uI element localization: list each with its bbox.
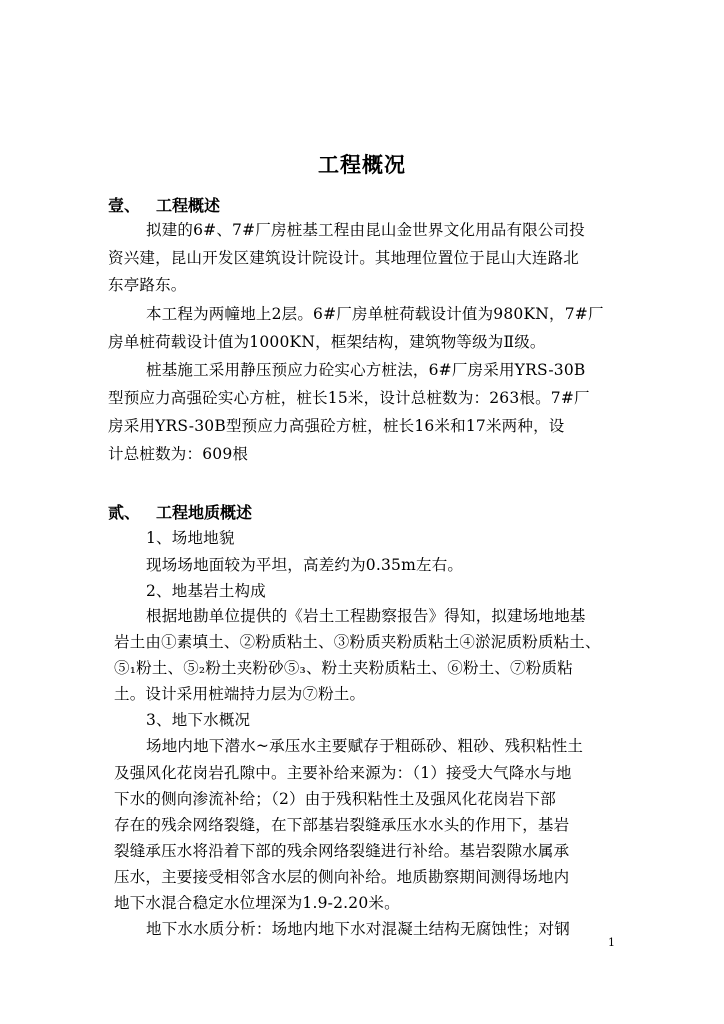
paragraph-line: 东亭路东。 bbox=[108, 276, 187, 294]
subheading-line: 1、场地地貌 bbox=[146, 529, 235, 547]
paragraph-line: 裂缝承压水将沿着下部的残余网络裂缝进行补给。基岩裂隙水属承 bbox=[114, 842, 570, 860]
paragraph-line: 桩基施工采用静压预应力砼实心方桩法，6#厂房采用YRS-30B bbox=[146, 361, 586, 379]
section-1-number: 壹、 bbox=[108, 196, 141, 215]
paragraph-line: 计总桩数为：609根 bbox=[108, 445, 249, 463]
section-1-title: 工程概述 bbox=[156, 196, 221, 215]
section-2-number: 贰、 bbox=[108, 503, 141, 522]
paragraph-line: 本工程为两幢地上2层。6#厂房单桩荷载设计值为980KN，7#厂 bbox=[146, 305, 604, 323]
section-2-heading bbox=[108, 500, 252, 523]
paragraph-line: 及强风化花岗岩孔隙中。主要补给来源为：（1）接受大气降水与地 bbox=[114, 764, 572, 782]
page-title: 工程概况 bbox=[318, 153, 406, 177]
paragraph-line: 根据地勘单位提供的《岩土工程勘察报告》得知，拟建场地地基 bbox=[146, 607, 586, 625]
paragraph-line: 地下水混合稳定水位埋深为1.9-2.20米。 bbox=[114, 894, 400, 912]
paragraph-line: 型预应力高强砼实心方桩，桩长15米，设计总桩数为：263根。7#厂 bbox=[108, 389, 590, 407]
paragraph-line: 房采用YRS-30B型预应力高强砼方桩，桩长16米和17米两种，设 bbox=[108, 417, 565, 435]
section-1-heading bbox=[108, 193, 220, 216]
paragraph-line: 压水，主要接受相邻含水层的侧向补给。地质勘察期间测得场地内 bbox=[114, 868, 570, 886]
paragraph-line: 地下水水质分析：场地内地下水对混凝土结构无腐蚀性；对钢 bbox=[146, 920, 570, 938]
subheading-line: 2、地基岩土构成 bbox=[146, 582, 266, 600]
section-2-title: 工程地质概述 bbox=[156, 503, 253, 522]
page-number: 1 bbox=[608, 936, 615, 949]
paragraph-line: 资兴建，昆山开发区建筑设计院设计。其地理位置位于昆山大连路北 bbox=[108, 249, 580, 267]
paragraph-line: ⑤₁粉土、⑤₂粉土夹粉砂⑤₃、粉土夹粉质粘土、⑥粉土、⑦粉质粘 bbox=[114, 659, 573, 677]
paragraph-line: 拟建的6#、7#厂房桩基工程由昆山金世界文化用品有限公司投 bbox=[146, 221, 585, 239]
paragraph-line: 岩土由①素填土、②粉质粘土、③粉质夹粉质粘土④淤泥质粉质粘土、 bbox=[114, 633, 601, 651]
paragraph-line: 场地内地下潜水~承压水主要赋存于粗砾砂、粗砂、残积粘性土 bbox=[146, 737, 584, 755]
subheading-line: 3、地下水概况 bbox=[146, 711, 251, 729]
paragraph-line: 现场场地面较为平坦，高差约为0.35m左右。 bbox=[146, 556, 464, 574]
paragraph-line: 房单桩荷载设计值为1000KN，框架结构，建筑物等级为Ⅱ级。 bbox=[108, 333, 546, 351]
paragraph-line: 下水的侧向渗流补给；（2）由于残积粘性土及强风化花岗岩下部 bbox=[114, 790, 556, 808]
paragraph-line: 土。设计采用桩端持力层为⑦粉土。 bbox=[114, 685, 366, 703]
paragraph-line: 存在的残余网络裂缝，在下部基岩裂缝承压水水头的作用下，基岩 bbox=[114, 816, 570, 834]
